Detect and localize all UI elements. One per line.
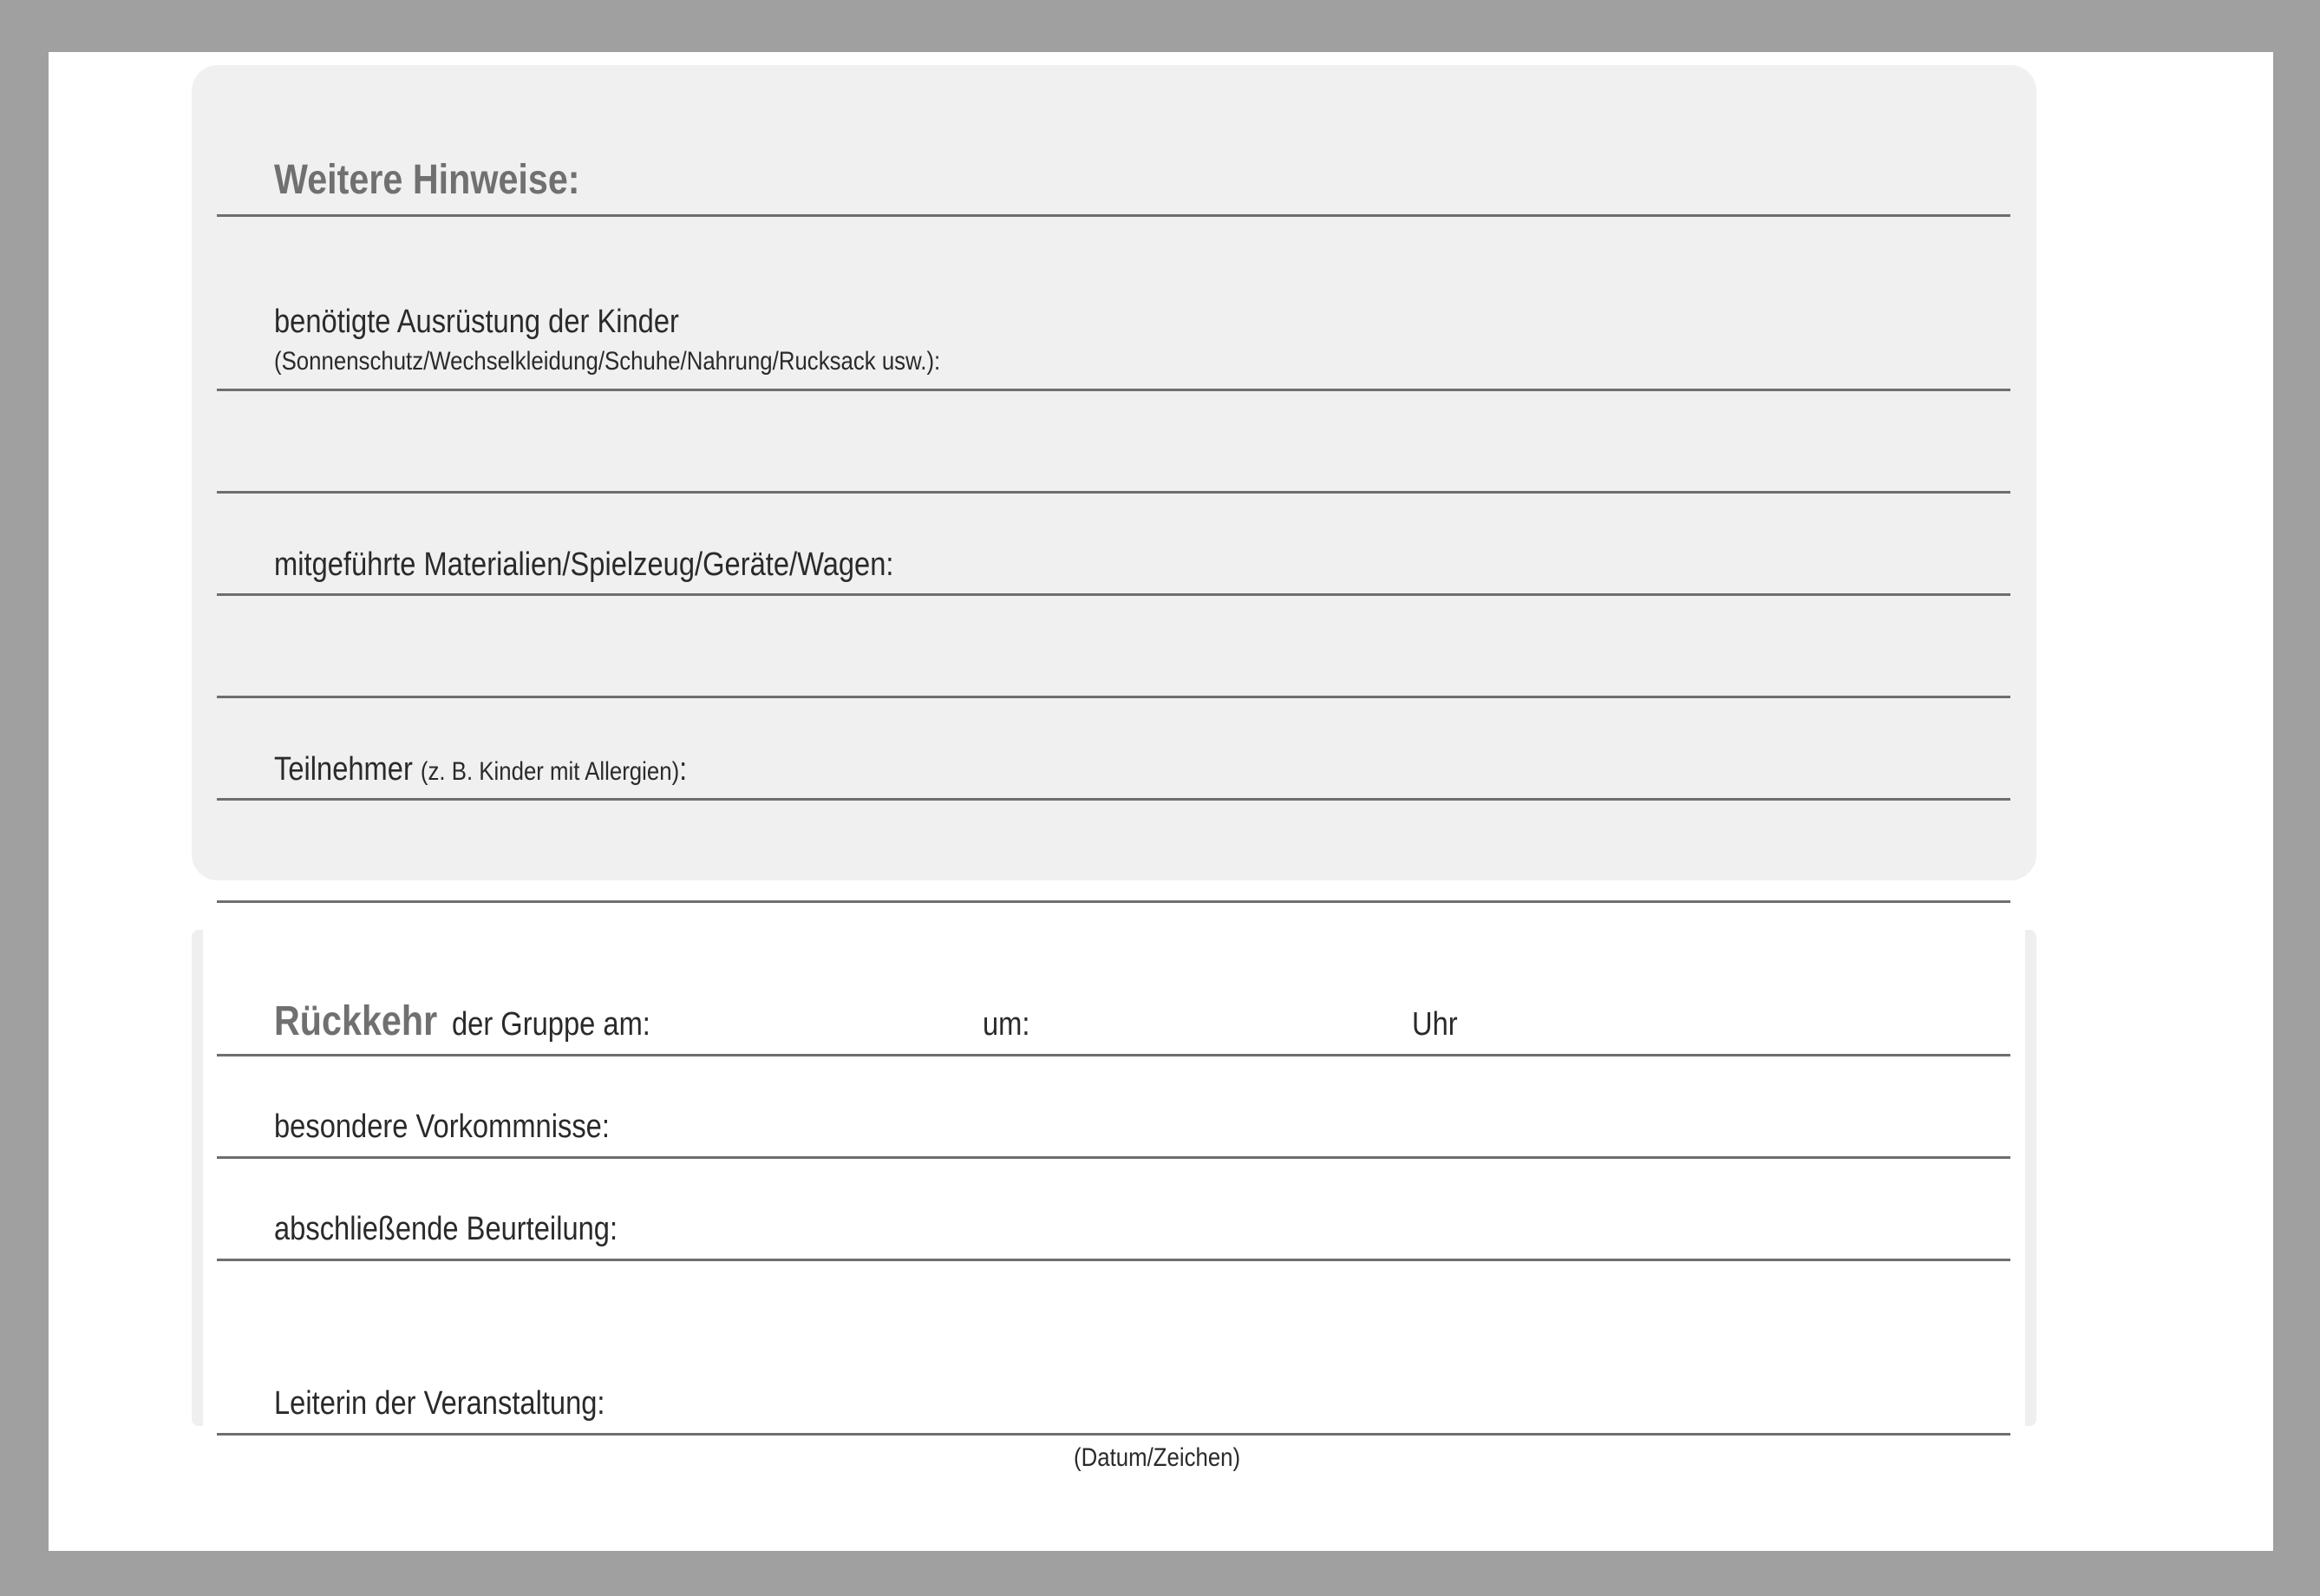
return-panel [192,930,2036,1426]
leader-label: Leiterin der Veranstaltung: [274,1385,605,1422]
leader-signature-line[interactable] [217,1433,2010,1436]
assessment-label: abschließende Beurteilung: [274,1211,618,1247]
materials-label: mitgeführte Materialien/Spielzeug/Geräte/Wagen: [274,546,894,583]
assessment-line[interactable] [217,1259,2010,1261]
return-time-label: um: [983,1006,1030,1043]
participants-line-1[interactable] [217,798,2010,801]
equipment-hint: (Sonnenschutz/Wechselkleidung/Schuhe/Nahrung/Rucksack usw.): [274,347,941,376]
participants-label: Teilnehmer [274,751,413,788]
equipment-line-1[interactable] [217,389,2010,391]
signature-hint: (Datum/Zeichen) [1074,1443,1241,1472]
return-date-line[interactable] [217,1054,2010,1056]
return-title-rest: der Gruppe am: [452,1006,650,1043]
incidents-line[interactable] [217,1156,2010,1159]
equipment-label: benötigte Ausrüstung der Kinder [274,304,679,340]
incidents-label: besondere Vorkommnisse: [274,1109,610,1145]
return-title-row [274,998,464,1045]
materials-line-2[interactable] [217,696,2010,698]
participants-colon: : [679,751,688,788]
return-title-bold: Rückkehr [274,998,438,1044]
further-notes-title: Weitere Hinweise: [274,157,580,203]
title-underline [217,214,2010,217]
return-clock-label: Uhr [1412,1006,1458,1043]
materials-line-1[interactable] [217,593,2010,596]
equipment-line-2[interactable] [217,491,2010,494]
participants-hint: (z. B. Kinder mit Allergien) [420,757,680,786]
participants-label-row [274,751,687,788]
participants-line-2[interactable] [217,900,2010,903]
